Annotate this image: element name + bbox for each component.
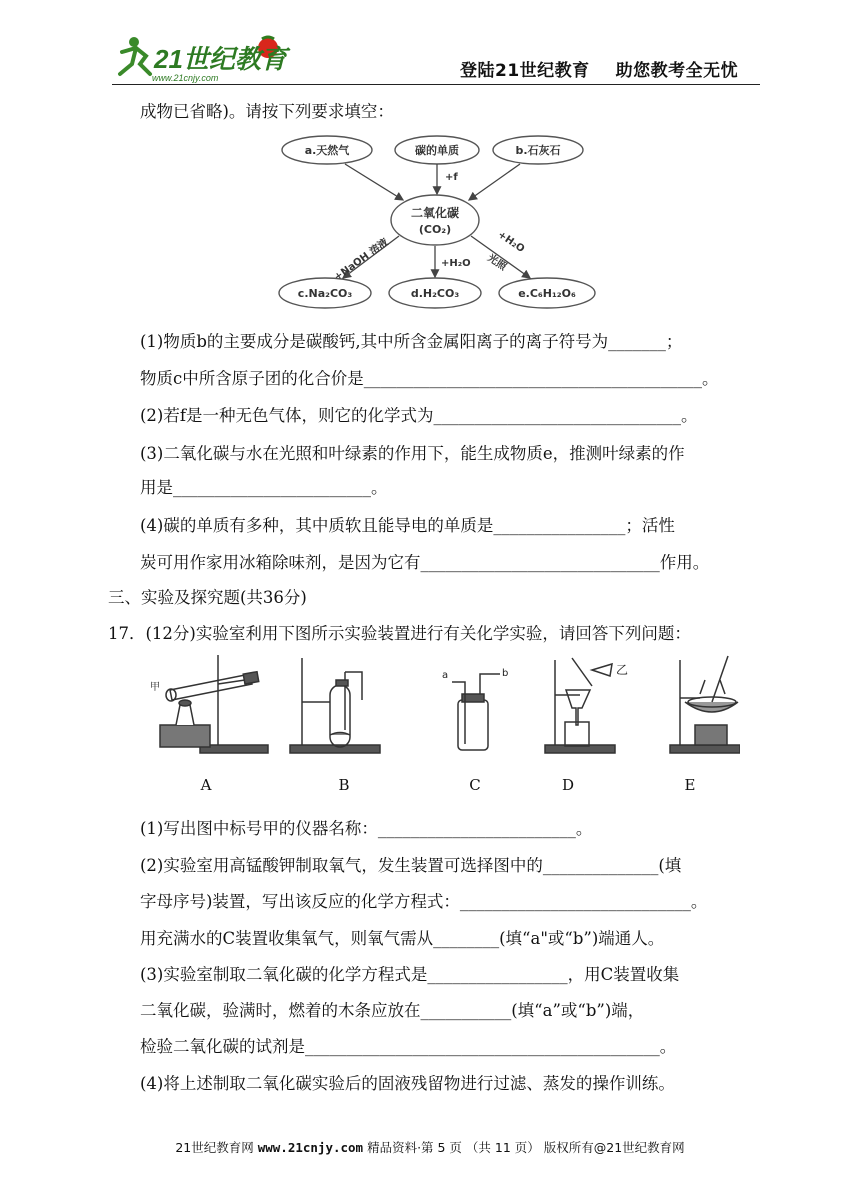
co2-relation-diagram [275, 128, 605, 313]
text-line: (1)物质b的主要成分是碳酸钙,其中所含金属阳离子的离子符号为_______； [140, 332, 683, 351]
apparatus-label-e: E [684, 776, 696, 794]
label-plus-h2o-right: +H₂O [495, 229, 527, 256]
apparatus-c [452, 674, 500, 750]
site-logo [112, 30, 312, 86]
apparatus-e [670, 656, 740, 753]
text-line: 用是________________________。 [140, 478, 388, 497]
text-line: (4)将上述制取二氧化碳实验后的固液残留物进行过滤、蒸发的操作训练。 [140, 1074, 675, 1093]
header-divider [112, 84, 760, 85]
text-line: 炭可用作家用冰箱除味剂，是因为它有_____________________________作用。 [140, 553, 710, 572]
logo-text: 21世纪教育 [154, 44, 287, 74]
apparatus-label-d: D [561, 776, 575, 794]
mark-yi: 乙 [616, 663, 629, 677]
node-a-label: a.天然气 [304, 144, 350, 157]
node-co2 [391, 195, 479, 245]
footer-url[interactable]: www.21cnjy.com [257, 1140, 364, 1155]
header-slogan-2: 助您教考全无忧 [615, 61, 739, 81]
mark-jia: 甲 [150, 682, 160, 693]
lab-apparatus-figure [140, 650, 740, 800]
text-line: (2)实验室用高锰酸钾制取氧气，发生装置可选择图中的______________(填 [140, 856, 682, 875]
text-line: (2)若f是一种无色气体，则它的化学式为______________________________。 [140, 406, 698, 425]
node-carbon-label: 碳的单质 [415, 144, 459, 157]
node-e-label: e.C₆H₁₂O₆ [518, 287, 576, 300]
header-slogan-1: 登陆21世纪教育 [460, 61, 590, 81]
node-b-label: b.石灰石 [515, 144, 561, 157]
apparatus-label-c: C [469, 776, 481, 794]
text-line: (3)实验室制取二氧化碳的化学方程式是_________________，用C装置收集 [140, 965, 680, 984]
text-line: 物质c中所含原子团的化合价是_________________________________________。 [140, 369, 719, 388]
text-line: (3)二氧化碳与水在光照和叶绿素的作用下，能生成物质e，推测叶绿素的作 [140, 444, 685, 463]
apparatus-b [290, 658, 380, 753]
mark-a: a [442, 670, 449, 681]
mark-b: b [502, 668, 509, 679]
logo-url: www.21cnjy.com [152, 73, 219, 83]
question-17-stem: 17．(12分)实验室利用下图所示实验装置进行有关化学实验，请回答下列问题： [108, 624, 691, 643]
node-d-label: d.H₂CO₃ [410, 287, 460, 300]
apparatus-label-a: A [200, 776, 212, 794]
section-heading: 三、实验及探究题(共36分) [108, 588, 307, 607]
text-line: 成物已省略)。请按下列要求填空： [140, 102, 394, 121]
apparatus-label-b: B [338, 776, 350, 794]
label-light: 光照 [485, 252, 509, 273]
running-figure-icon [120, 37, 150, 74]
footer-page-info: 精品资料·第 5 页 （共 11 页） 版权所有@21世纪教育网 [367, 1140, 685, 1155]
text-line: (4)碳的单质有多种，其中质软且能导电的单质是________________；活性 [140, 516, 675, 535]
arrow-a-to-co2 [345, 164, 403, 200]
node-c-label: c.Na₂CO₃ [297, 287, 353, 300]
node-co2-formula: (CO₂) [418, 223, 452, 236]
label-plus-f: +f [445, 172, 458, 183]
apparatus-d [545, 658, 615, 753]
node-co2-label: 二氧化碳 [410, 206, 460, 220]
label-plus-h2o-mid: +H₂O [441, 258, 471, 269]
text-line: 用充满水的C装置收集氧气，则氧气需从________(填“a"或“b”)端通人。 [140, 929, 665, 948]
header-slogans [460, 56, 738, 81]
text-line: 二氧化碳，验满时，燃着的木条应放在___________(填“a”或“b”)端， [140, 1001, 645, 1020]
page-footer [0, 1138, 860, 1156]
label-naoh: +NaOH 溶液 [332, 236, 391, 284]
text-line: (1)写出图中标号甲的仪器名称：________________________。 [140, 819, 593, 838]
text-line: 检验二氧化碳的试剂是___________________________________________。 [140, 1037, 677, 1056]
arrow-b-to-co2 [469, 164, 520, 200]
text-line: 字母序号)装置，写出该反应的化学方程式：____________________________。 [140, 892, 708, 911]
footer-site: 21世纪教育网 [175, 1140, 254, 1155]
apparatus-a [160, 655, 268, 753]
